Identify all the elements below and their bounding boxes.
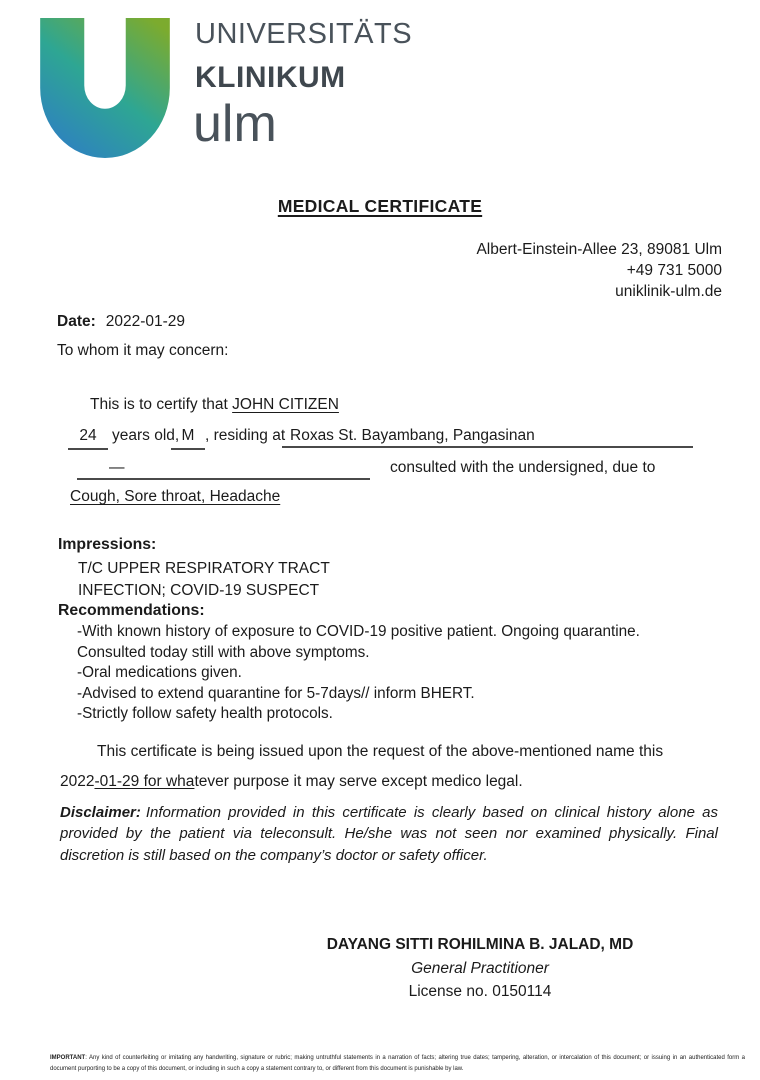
consulted-text: consulted with the undersigned, due to [390,459,656,476]
physician-license: License no. 0150114 [408,983,552,1000]
patient-name: JOHN CITIZEN [232,396,339,413]
physician-name: DAYANG SITTI ROHILMINA B. JALAD, MD [326,936,634,953]
impressions-list [78,558,330,603]
legal-fine-print [50,1053,745,1075]
patient-details-row [0,424,760,448]
brand-line-ulm: ulm [193,95,277,153]
date-row [57,313,185,331]
uniklinikum-u-logo-icon [40,18,170,158]
important-label: IMPORTANT [50,1055,86,1061]
issuance-date-prefix: 2022 [60,773,95,790]
issuance-line-1: This certificate is being issued upon the request of the above-mentioned name this [97,743,664,760]
brand-line-universitaets: UNIVERSITÄTS [195,18,413,50]
certify-line [90,396,339,414]
recommendation-line: -With known history of exposure to COVID-19 positive patient. Ongoing quarantine. [77,623,640,640]
physician-title: General Practitioner [411,959,549,977]
disclaimer-text: Information provided in this certificate is clearly based on clinical history alone as provided by the patient via teleconsult. He/she was not seen nor examined physically. Final discretion is still based on the company’s doctor or safety officer. [60,804,718,864]
impression-line: INFECTION; COVID-19 SUSPECT [78,582,320,600]
issuance-line-2 [60,773,710,791]
impressions-heading: Impressions: [58,536,157,553]
clinic-address: Albert-Einstein-Allee 23, 89081 Ulm [476,241,722,258]
disclaimer-paragraph [60,802,718,866]
recommendation-line: -Advised to extend quarantine for 5-7days// inform BHERT. [77,684,475,702]
clinic-website: uniklinik-ulm.de [615,283,722,300]
issuance-paragraph [60,743,710,791]
issuance-underlined-fragment: -01-29 for wha [94,773,195,790]
recommendation-line: Consulted today still with above symptoms. [77,643,370,661]
salutation: To whom it may concern: [57,342,229,359]
residing-at-label: , residing at [205,427,286,444]
address-blank-field: Roxas St. Bayambang, Pangasinan [282,424,693,448]
recommendations-list [77,622,737,725]
issuance-rest: tever purpose it may serve except medico legal. [194,773,523,790]
document-title [0,196,760,217]
years-old-label: years old, [112,427,180,444]
recommendation-line: -Oral medications given. [77,664,242,682]
document-title-text: MEDICAL CERTIFICATE [277,196,483,216]
date-value: 2022-01-29 [105,313,186,330]
brand-line-klinikum: KLINIKUM [195,61,346,94]
impression-line: T/C UPPER RESPIRATORY TRACT [78,560,330,577]
signature-block [240,933,720,1004]
date-label: Date: [57,313,96,330]
recommendation-line: -Strictly follow safety health protocols. [77,705,333,723]
complaints-text: Cough, Sore throat, Headache [70,488,281,505]
clinic-phone: +49 731 5000 [626,262,722,279]
sex-blank-field: M [171,424,205,450]
empty-blank-field: — [77,456,370,480]
clinic-contact-block [476,239,722,302]
recommendations-heading: Recommendations: [58,602,205,619]
consulted-row [0,456,760,480]
disclaimer-label: Disclaimer: [60,804,141,821]
age-blank-field: 24 [68,424,108,450]
certify-intro: This is to certify that [90,396,228,413]
important-text: : Any kind of counterfeiting or imitating any handwriting, signature or rubric; making untruthful statements in a narration of facts; altering true dates; tampering, alteration, or intercalation of this document; or issuing in an authenticated form a document purporting to be a copy of this document, or including in such a copy a statement contrary to, or different from this document is punishable by law. [50,1055,745,1072]
